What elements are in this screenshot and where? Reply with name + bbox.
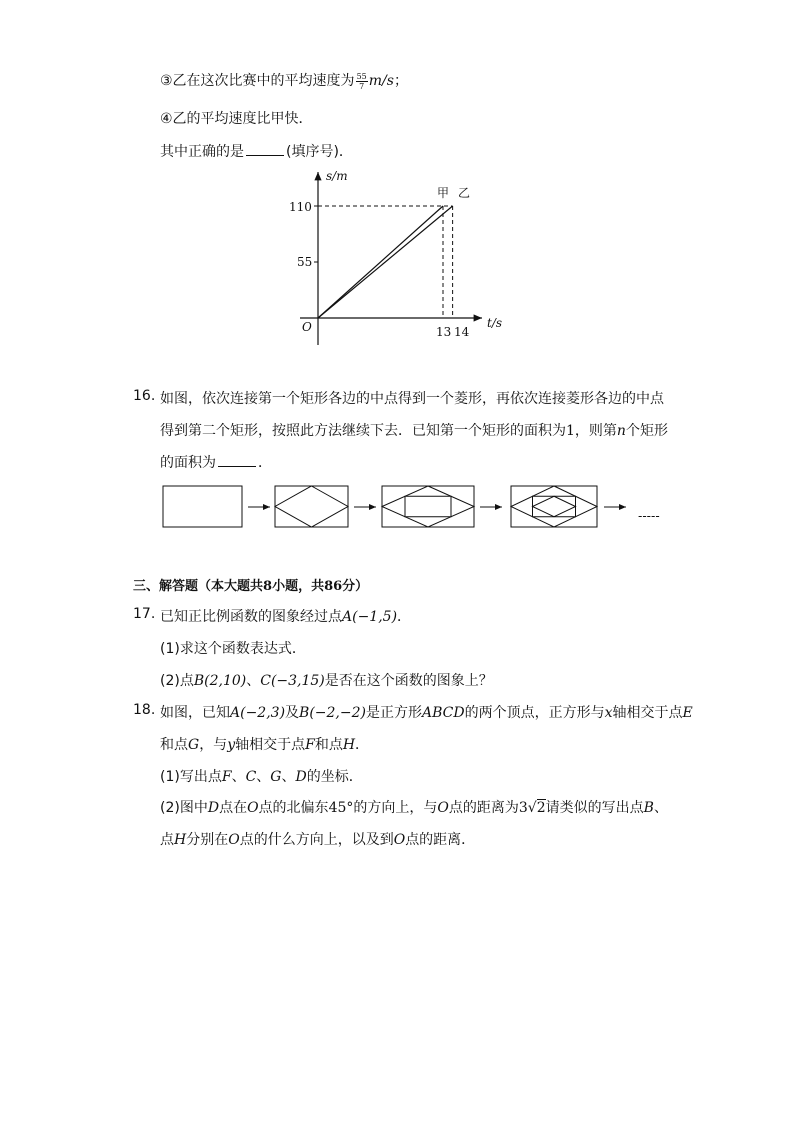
line-label-yi: 乙 bbox=[458, 186, 471, 200]
section-total-score: 86 bbox=[324, 579, 343, 594]
q17-part1: (1)求这个函数表达式． bbox=[160, 641, 306, 657]
q17-point-b: B(2,10) bbox=[193, 673, 247, 689]
fraction-numerator: 55 bbox=[356, 71, 367, 81]
q18-text: ． bbox=[355, 737, 370, 753]
q17-point-c: C(−3,15) bbox=[260, 673, 325, 689]
q16-line2-suffix: 个矩形 bbox=[625, 423, 668, 439]
q18-point-d: D bbox=[207, 800, 220, 816]
rectangle-3-outer bbox=[382, 486, 474, 527]
q17-point-a: A(−1,5) bbox=[342, 609, 398, 625]
q18-text: (1)写出点 bbox=[160, 769, 222, 785]
q18-point-o: O bbox=[393, 832, 406, 848]
q18-text: 请类似的写出点 bbox=[545, 800, 644, 816]
q17-part2-prefix: (2)点 bbox=[160, 673, 194, 689]
q16-line2-mid: ，则第 bbox=[574, 423, 617, 439]
q18-text: 分别在 bbox=[186, 832, 229, 848]
q18-angle: 45° bbox=[328, 800, 354, 816]
q18-text: (2)图中 bbox=[160, 800, 208, 816]
line-label-jia: 甲 bbox=[437, 186, 450, 200]
q18-square-name: ABCD bbox=[421, 705, 465, 721]
q18-point-a: A(−2,3) bbox=[230, 705, 286, 721]
x-axis-label: t/s bbox=[487, 316, 503, 330]
section-title-mid: 小题，共 bbox=[272, 579, 325, 594]
q16-line3-suffix: ． bbox=[258, 455, 272, 471]
q17-stem-end: ． bbox=[397, 609, 412, 625]
q18-coefficient: 3 bbox=[518, 800, 528, 816]
origin-label: O bbox=[302, 320, 312, 334]
q18-point-e: E bbox=[682, 705, 693, 721]
q17-part2-suffix: 是否在这个函数的图象上？ bbox=[324, 673, 493, 689]
q18-text: 轴相交于点 bbox=[235, 737, 306, 753]
q18-point-b: B(−2,−2) bbox=[299, 705, 366, 721]
ellipsis: ----- bbox=[638, 509, 660, 523]
section-question-count: 8 bbox=[263, 579, 273, 594]
section-title-end: 分） bbox=[342, 579, 369, 594]
rhombus-2 bbox=[275, 486, 348, 527]
q18-x-var: x bbox=[604, 705, 613, 721]
q18-point-h: H bbox=[342, 737, 356, 753]
section-title-prefix: 三、解答题（本大题共 bbox=[133, 579, 264, 594]
q18-text: 如图，已知 bbox=[160, 705, 230, 721]
q17-stem bbox=[160, 606, 411, 626]
section-3-title bbox=[133, 575, 368, 594]
q15-item3-prefix: ③乙在这次比赛中的平均速度为 bbox=[160, 73, 355, 89]
sqrt-sign-icon: √ bbox=[527, 800, 537, 816]
q18-line2 bbox=[160, 734, 369, 754]
q18-point-c: C bbox=[245, 769, 257, 785]
q16-number: 16. bbox=[133, 388, 156, 404]
y-tick-110: 110 bbox=[289, 200, 312, 214]
q18-separator: 、 bbox=[256, 769, 271, 785]
q18-y-var: y bbox=[227, 737, 236, 753]
q18-text: ，与 bbox=[199, 737, 228, 753]
rectangle-3-inner bbox=[405, 496, 451, 517]
rhombus-3 bbox=[382, 486, 474, 527]
q18-text: 的坐标． bbox=[306, 769, 363, 785]
rhombus-4-inner bbox=[533, 496, 576, 517]
rhombus-4-outer bbox=[511, 486, 597, 527]
q18-text: 点的什么方向上，以及到 bbox=[239, 832, 394, 848]
q18-text: 的两个顶点，正方形与 bbox=[464, 705, 605, 721]
q18-point-f: F bbox=[305, 737, 315, 753]
rectangle-2-outer bbox=[275, 486, 348, 527]
q15-ask-prefix: 其中正确的是 bbox=[160, 144, 244, 160]
x-tick-13: 13 bbox=[436, 325, 452, 339]
q18-point-b: B bbox=[643, 800, 654, 816]
q15-item3-unit: m/s bbox=[368, 73, 394, 89]
q18-separator: 、 bbox=[653, 800, 668, 816]
q18-text: 的方向上，与 bbox=[353, 800, 438, 816]
q18-part2-cont bbox=[160, 829, 475, 849]
q15-item3-end: ； bbox=[393, 73, 408, 89]
q18-text: 点在 bbox=[219, 800, 248, 816]
q18-point-o: O bbox=[228, 832, 240, 848]
rectangle-4-outer bbox=[511, 486, 597, 527]
y-tick-55: 55 bbox=[297, 255, 313, 269]
q18-text: 点的距离为 bbox=[448, 800, 519, 816]
q18-point-g: G bbox=[188, 737, 200, 753]
q18-point-d: D bbox=[295, 769, 307, 785]
rectangle-1 bbox=[163, 486, 242, 527]
q18-point-h: H bbox=[174, 832, 187, 848]
q18-radicand: 2 bbox=[536, 800, 546, 816]
q15-ask-suffix: (填序号)． bbox=[286, 144, 353, 160]
q17-number: 17. bbox=[133, 606, 156, 622]
x-tick-14: 14 bbox=[454, 325, 470, 339]
q16-line3-prefix: 的面积为 bbox=[160, 455, 216, 471]
q18-text: 及 bbox=[285, 705, 300, 721]
q17-part2 bbox=[160, 670, 493, 690]
q16-line2-prefix: 得到第二个矩形，按照此方法继续下去．已知第一个矩形的面积为 bbox=[160, 423, 566, 439]
q18-separator: 、 bbox=[281, 769, 296, 785]
q16-line2-n: n bbox=[616, 423, 626, 439]
q16-line1: 如图，依次连接第一个矩形各边的中点得到一个菱形，再依次连接菱形各边的中点 bbox=[160, 391, 664, 407]
q18-text: 和点 bbox=[314, 737, 343, 753]
q15-item4: ④乙的平均速度比甲快． bbox=[160, 111, 313, 127]
q18-distance-sqrt bbox=[519, 799, 546, 816]
q18-text: 点的北偏东 bbox=[258, 800, 329, 816]
q17-stem-prefix: 已知正比例函数的图象经过点 bbox=[160, 609, 342, 625]
q18-point-o: O bbox=[247, 800, 259, 816]
y-axis-label: s/m bbox=[326, 169, 348, 183]
q16-line2-one: 1 bbox=[566, 423, 575, 439]
rectangle-4-inner bbox=[533, 496, 576, 517]
q18-text: 点的距离． bbox=[405, 832, 476, 848]
q18-point-g: G bbox=[270, 769, 282, 785]
q18-text: 轴相交于点 bbox=[612, 705, 683, 721]
q17-separator: 、 bbox=[246, 673, 261, 689]
q18-text: 是正方形 bbox=[365, 705, 422, 721]
q18-number: 18. bbox=[133, 702, 156, 718]
q18-line1 bbox=[160, 702, 693, 722]
q18-text: 和点 bbox=[160, 737, 188, 753]
fraction-denominator: 7 bbox=[359, 81, 365, 91]
q18-text: 点 bbox=[160, 832, 174, 848]
q18-separator: 、 bbox=[231, 769, 246, 785]
q18-point-f: F bbox=[221, 769, 232, 785]
q18-point-o: O bbox=[437, 800, 449, 816]
q18-part1 bbox=[160, 766, 363, 786]
q18-part2 bbox=[160, 797, 668, 817]
